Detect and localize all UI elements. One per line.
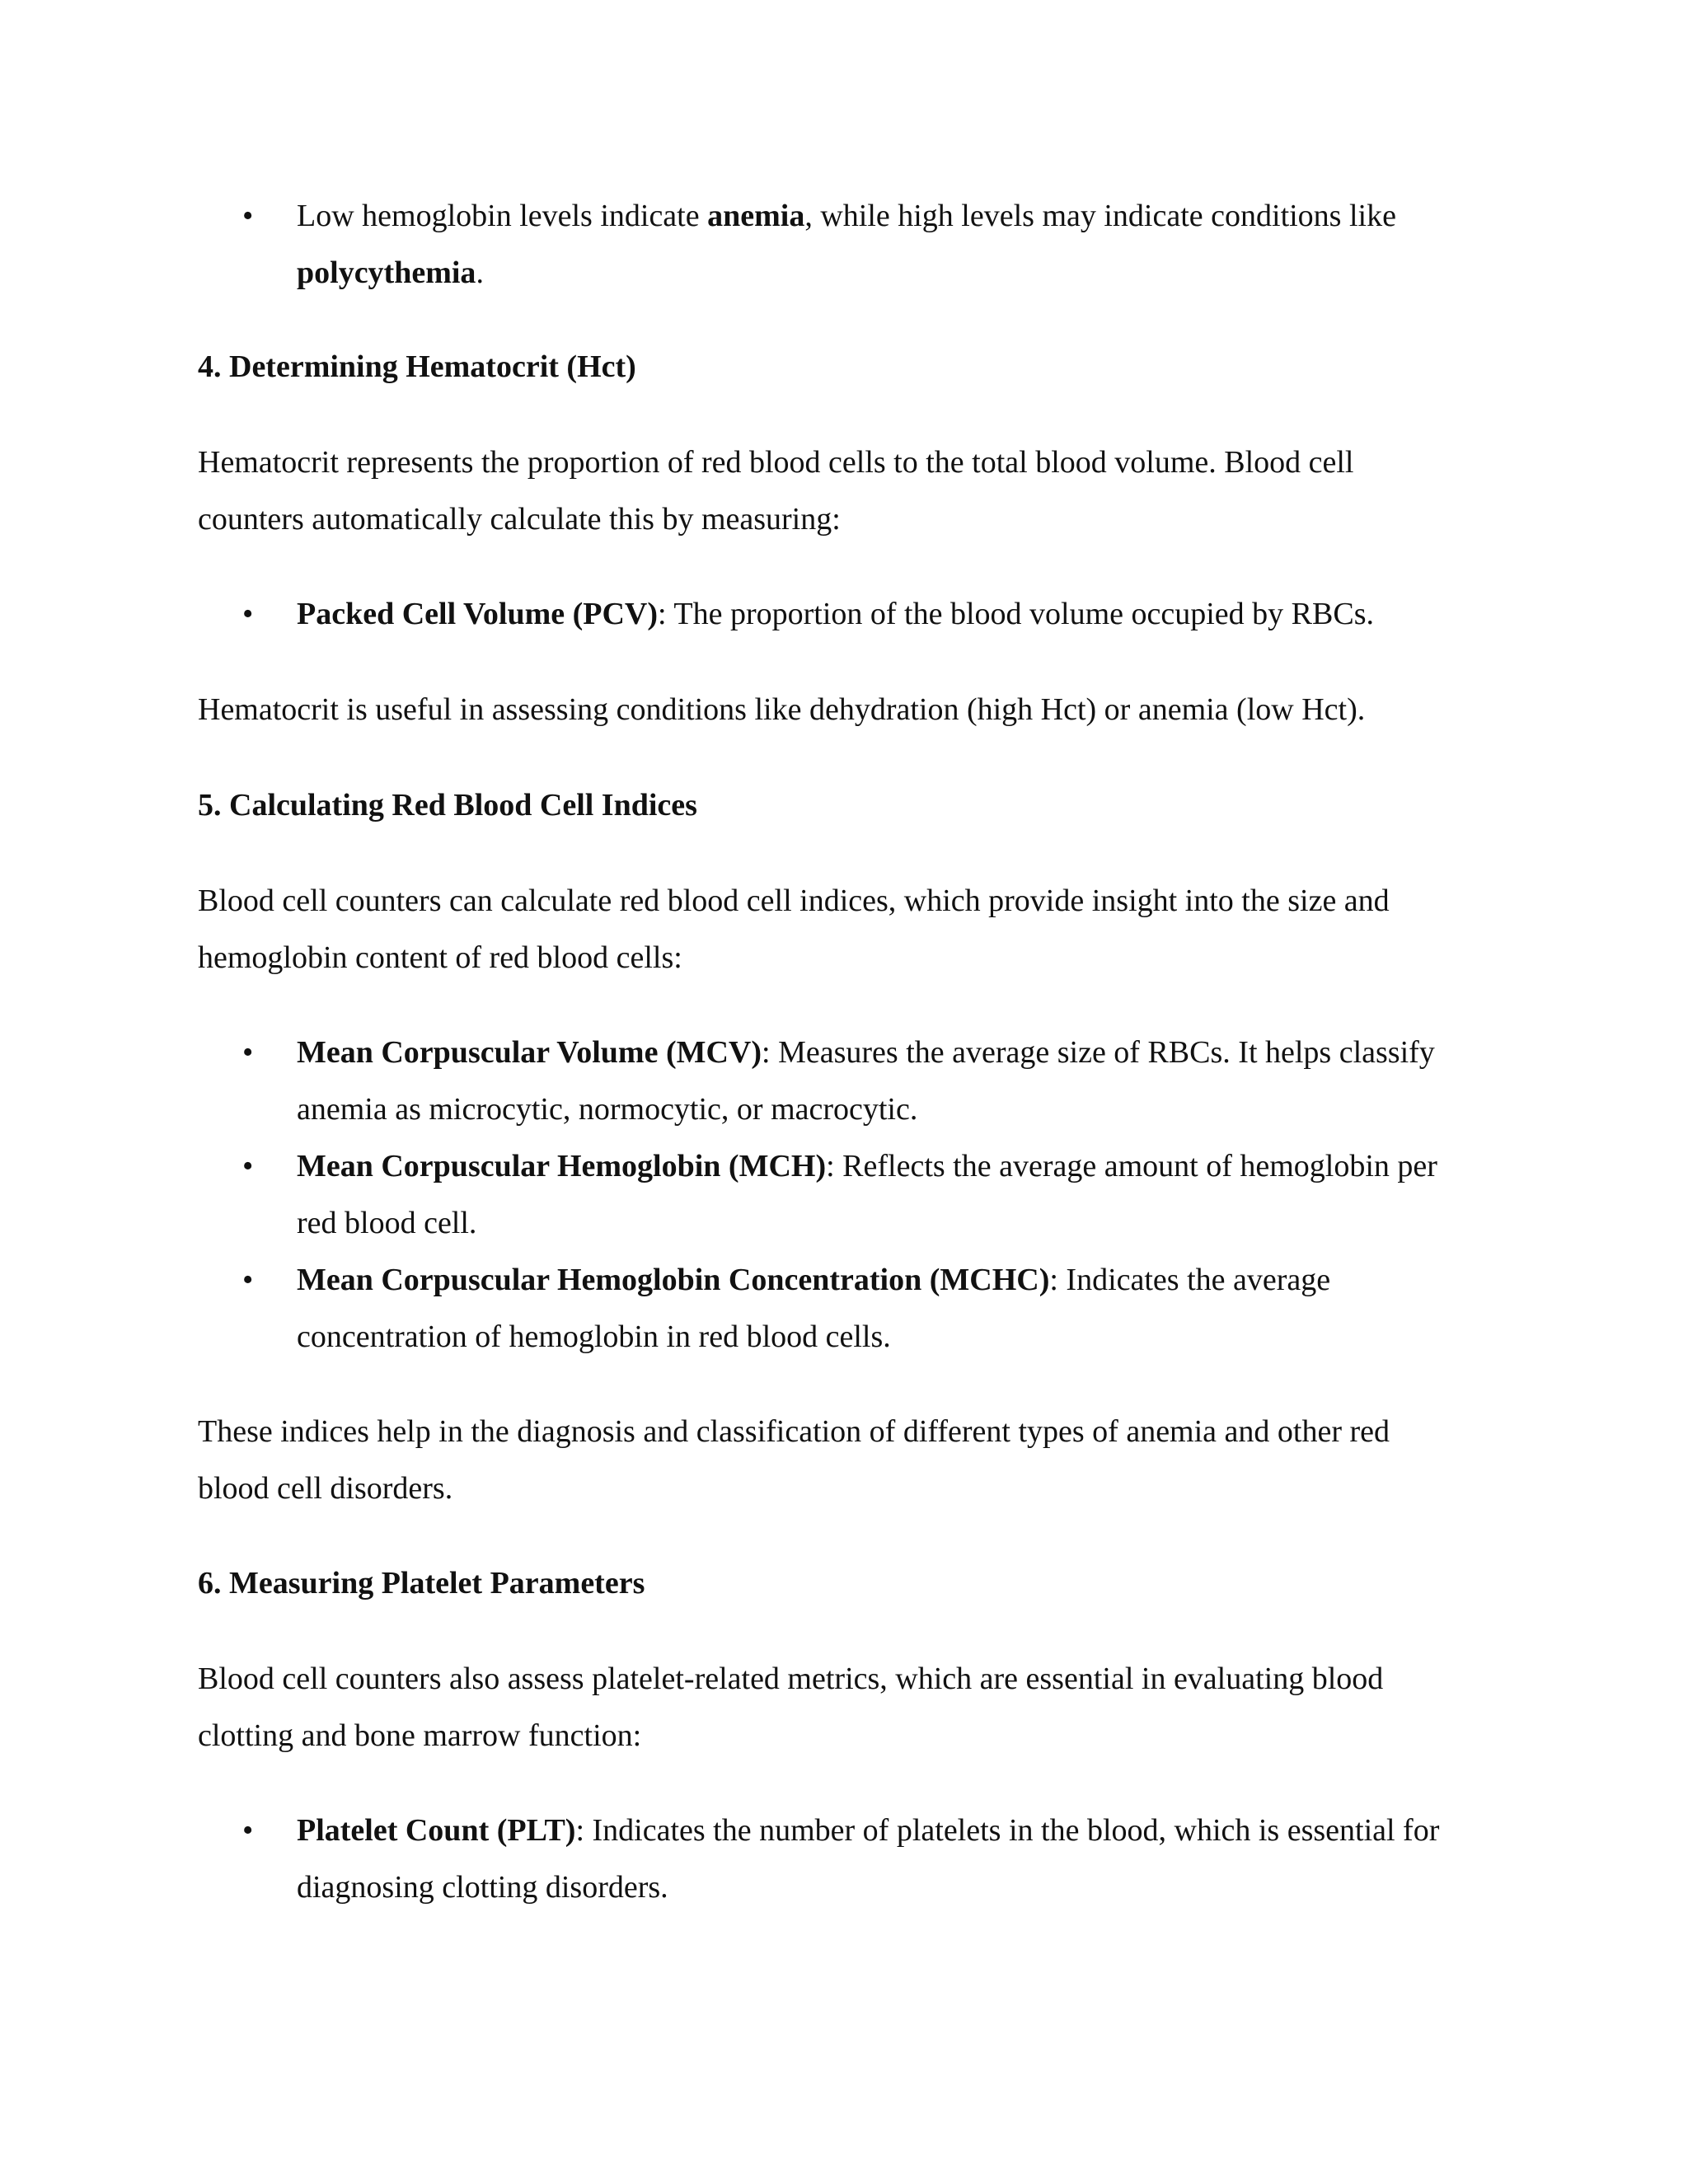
bullet-text: , while high levels may indicate conditions like [804,199,1396,233]
bold-term-pcv: Packed Cell Volume (PCV) [297,597,659,631]
bold-term-mcv: Mean Corpuscular Volume (MCV) [297,1035,762,1070]
bullet-marker: • [242,597,254,631]
bold-term-anemia: anemia [707,199,805,233]
bullet-mcv [242,1024,1467,1138]
paragraph-hematocrit-intro: Hematocrit represents the proportion of red blood cells to the total blood volume. Blood cell counters automatically calculate this by measuring: [198,445,1354,537]
section-heading-hematocrit: 4. Determining Hematocrit (Hct) [198,349,636,384]
bullet-plt [242,1802,1467,1916]
section-heading-rbc-indices: 5. Calculating Red Blood Cell Indices [198,788,697,823]
bullet-marker: • [242,1813,254,1848]
bullet-pcv [242,586,1467,643]
paragraph-platelet-intro: Blood cell counters also assess platelet-related metrics, which are essential in evaluating blood clotting and bone marrow function: [198,1661,1384,1753]
paragraph-rbc-indices-intro: Blood cell counters can calculate red blood cell indices, which provide insight into the size and hemoglobin content of red blood cells: [198,883,1390,975]
bullet-marker: • [242,1035,254,1070]
bullet-text: . [476,255,484,290]
bullet-text: : Indicates the average concentration of hemoglobin in red blood cells. [297,1263,1331,1354]
bullet-marker: • [242,1263,254,1297]
bold-term-polycythemia: polycythemia [297,255,476,290]
paragraph-rbc-indices-outro: These indices help in the diagnosis and classification of different types of anemia and other red blood cell disorders. [198,1414,1390,1506]
bullet-mch [242,1138,1467,1252]
paragraph-hematocrit-outro: Hematocrit is useful in assessing conditions like dehydration (high Hct) or anemia (low Hct). [198,692,1366,727]
bullet-text: : Indicates the number of platelets in the blood, which is essential for diagnosing clotting disorders. [297,1813,1440,1905]
bullet-hemoglobin-levels [242,188,1467,302]
bullet-text: : Measures the average size of RBCs. It helps classify anemia as microcytic, normocytic, or macrocytic. [297,1035,1435,1127]
bold-term-plt: Platelet Count (PLT) [297,1813,576,1848]
bullet-text: Low hemoglobin levels indicate [297,199,708,233]
section-heading-platelet-parameters: 6. Measuring Platelet Parameters [198,1566,645,1601]
bullet-marker: • [242,1149,254,1183]
bullet-marker: • [242,199,254,233]
bullet-text: : Reflects the average amount of hemoglobin per red blood cell. [297,1149,1437,1240]
bullet-text: : The proportion of the blood volume occupied by RBCs. [658,597,1375,631]
bullet-mchc [242,1252,1467,1366]
bold-term-mchc: Mean Corpuscular Hemoglobin Concentration (MCHC) [297,1263,1050,1297]
bold-term-mch: Mean Corpuscular Hemoglobin (MCH) [297,1149,827,1183]
